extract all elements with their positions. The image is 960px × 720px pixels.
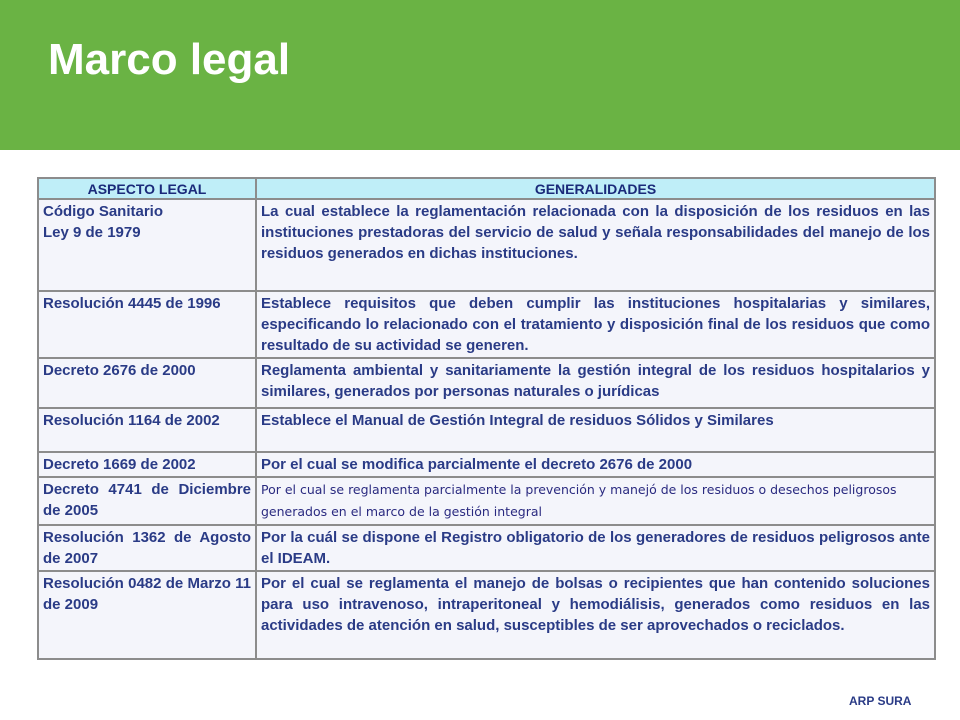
description-cell: La cual establece la reglamentación relacionada con la disposición de los residuos en las instituciones prestadoras del servicio de salud y señala responsabilidades del manejo de los residuos generados en dichas instituciones. — [256, 199, 935, 291]
header-generalidades: GENERALIDADES — [256, 178, 935, 199]
aspect-cell: Decreto 2676 de 2000 — [38, 358, 256, 408]
description-cell: Establece el Manual de Gestión Integral de residuos Sólidos y Similares — [256, 408, 935, 452]
aspect-cell: Resolución 4445 de 1996 — [38, 291, 256, 358]
table-row — [38, 199, 935, 291]
description-cell: Establece requisitos que deben cumplir las instituciones hospitalarias y similares, especificando lo relacionado con el tratamiento y disposición final de los residuos que como resultado de su actividad se generen. — [256, 291, 935, 358]
page-title: Marco legal — [48, 35, 291, 84]
aspect-cell: Resolución 0482 de Marzo 11 de 2009 — [38, 571, 256, 659]
aspect-line: Ley 9 de 1979 — [43, 224, 141, 241]
description-cell: Por el cual se reglamenta parcialmente la prevención y manejó de los residuos o desechos peligrosos generados en el marco de la gestión integral — [256, 477, 935, 525]
aspect-cell: Resolución 1164 de 2002 — [38, 408, 256, 452]
table-row — [38, 477, 935, 525]
table-row — [38, 452, 935, 477]
description-cell: Reglamenta ambiental y sanitariamente la gestión integral de los residuos hospitalarios y similares, generados por personas naturales o jurídicas — [256, 358, 935, 408]
table-row — [38, 358, 935, 408]
aspect-cell: Resolución 1362 de Agosto de 2007 — [38, 525, 256, 571]
legal-framework-table — [37, 177, 936, 660]
description-cell: Por la cuál se dispone el Registro obligatorio de los generadores de residuos peligrosos ante el IDEAM. — [256, 525, 935, 571]
header-aspecto-legal: ASPECTO LEGAL — [38, 178, 256, 199]
aspect-line: Código Sanitario — [43, 203, 163, 220]
aspect-cell — [38, 199, 256, 291]
aspect-cell: Decreto 1669 de 2002 — [38, 452, 256, 477]
header-banner — [0, 0, 960, 150]
description-cell: Por el cual se modifica parcialmente el decreto 2676 de 2000 — [256, 452, 935, 477]
table-row — [38, 571, 935, 659]
footer-brand: ARP SURA — [849, 694, 912, 708]
aspect-cell: Decreto 4741 de Diciembre de 2005 — [38, 477, 256, 525]
table-row — [38, 525, 935, 571]
table-row — [38, 291, 935, 358]
table-header-row — [38, 178, 935, 199]
description-cell: Por el cual se reglamenta el manejo de bolsas o recipientes que han contenido soluciones para uso intravenoso, intraperitoneal y hemodiálisis, generados como residuos en las actividades de atención en salud, susceptibles de ser aprovechados o reciclados. — [256, 571, 935, 659]
table-row — [38, 408, 935, 452]
